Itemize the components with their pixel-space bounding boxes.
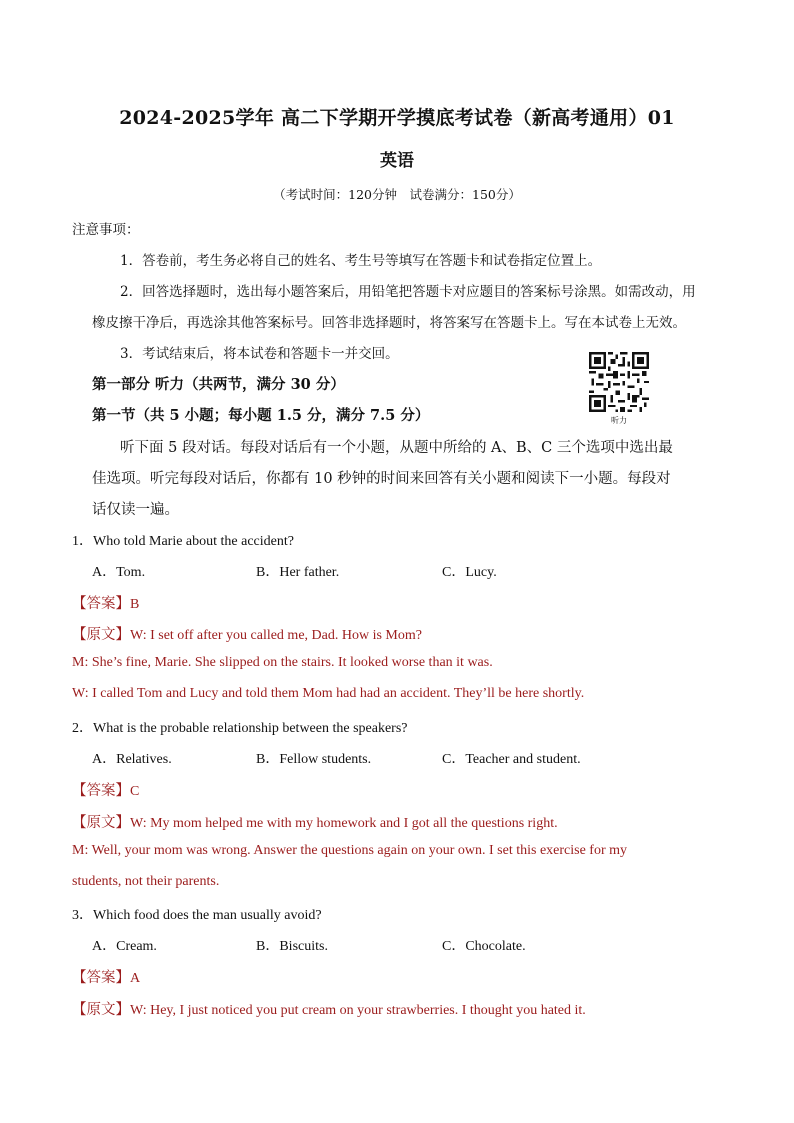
question-2-script-line-2: M: Well, your mom was wrong. Answer the questions again on your own. I set this exercise for my — [72, 843, 628, 858]
question-1-answer — [72, 592, 139, 613]
script-text: W: My mom helped me with my homework and I got all the questions right. — [130, 816, 558, 831]
script-tag: 【原文】 — [72, 815, 130, 831]
question-3-option-b: B．Biscuits. — [256, 939, 328, 954]
answer-value: C — [130, 784, 140, 799]
question-2-script-line-3: students, not their parents. — [72, 874, 220, 889]
question-1-script-line-3: W: I called Tom and Lucy and told them Mom had had an accident. They’ll be here shortly. — [72, 686, 585, 701]
script-text: W: Hey, I just noticed you put cream on your strawberries. I thought you hated it. — [130, 1003, 586, 1018]
subject-title: 英语 — [380, 151, 414, 171]
script-text: W: I set off after you called me, Dad. How is Mom? — [130, 628, 422, 643]
note-item-1: 1．答卷前，考生务必将自己的姓名、考生号等填写在答题卡和试卷指定位置上。 — [120, 253, 602, 269]
note-item-2-line-2: 橡皮擦干净后，再选涂其他答案标号。回答非选择题时，将答案写在答题卡上。写在本试卷上无效。 — [92, 315, 686, 331]
question-1-option-b: B．Her father. — [256, 565, 340, 580]
qr-code-icon — [589, 352, 649, 412]
notes-heading: 注意事项： — [72, 222, 140, 238]
part1-title: 第一部分 听力（共两节，满分 30 分） — [92, 376, 345, 393]
answer-tag: 【答案】 — [72, 783, 130, 799]
exam-info: （考试时间：120分钟 试卷满分：150分） — [273, 187, 521, 202]
question-3-option-c: C．Chocolate. — [442, 939, 526, 954]
question-1-script-line-2: M: She’s fine, Marie. She slipped on the stairs. It looked worse than it was. — [72, 655, 493, 670]
question-3-stem: 3．Which food does the man usually avoid? — [72, 908, 322, 923]
answer-tag: 【答案】 — [72, 596, 130, 612]
question-3-answer — [72, 966, 140, 987]
question-3-script-line-1 — [72, 998, 586, 1019]
question-1-stem: 1．Who told Marie about the accident? — [72, 534, 294, 549]
question-2-stem: 2．What is the probable relationship between the speakers? — [72, 721, 408, 736]
answer-value: B — [130, 597, 140, 612]
instructions-line-2: 佳选项。听完每段对话后，你都有 10 秒钟的时间来回答有关小题和阅读下一小题。每段对 — [92, 471, 671, 487]
note-item-2-line-1: 2．回答选择题时，选出每小题答案后，用铅笔把答题卡对应题目的答案标号涂黑。如需改动，用 — [120, 284, 696, 300]
question-2-option-c: C．Teacher and student. — [442, 752, 581, 767]
instructions-line-1: 听下面 5 段对话。每段对话后有一个小题，从题中所给的 A、B、C 三个选项中选出最 — [120, 440, 673, 456]
question-2-script-line-1 — [72, 811, 558, 832]
question-1-option-a: A．Tom. — [92, 565, 146, 580]
question-2-option-b: B．Fellow students. — [256, 752, 372, 767]
qr-caption: 听力 — [611, 416, 627, 425]
question-2-answer — [72, 779, 139, 800]
section1-title: 第一节（共 5 小题；每小题 1.5 分，满分 7.5 分） — [92, 407, 430, 424]
answer-value: A — [130, 971, 141, 986]
question-1-option-c: C．Lucy. — [442, 565, 497, 580]
exam-title: 2024-2025学年 高二下学期开学摸底考试卷（新高考通用）01 — [119, 107, 675, 129]
question-3-option-a: A．Cream. — [92, 939, 157, 954]
note-item-3: 3．考试结束后，将本试卷和答题卡一并交回。 — [120, 346, 399, 362]
instructions-line-3: 话仅读一遍。 — [92, 502, 179, 518]
script-tag: 【原文】 — [72, 627, 130, 643]
answer-tag: 【答案】 — [72, 970, 130, 986]
question-1-script-line-1 — [72, 623, 422, 644]
script-tag: 【原文】 — [72, 1002, 130, 1018]
question-2-option-a: A．Relatives. — [92, 752, 172, 767]
